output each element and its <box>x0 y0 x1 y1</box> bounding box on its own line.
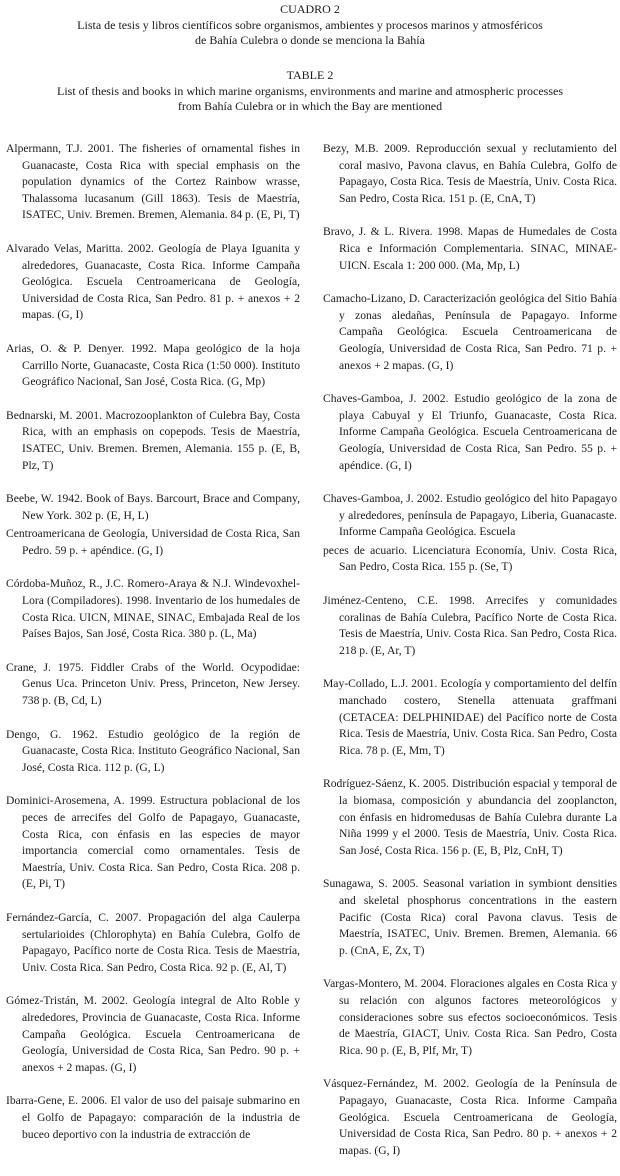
reference-entry: Chaves-Gamboa, J. 2002. Estudio geológico del hito Papagayo y alrededores, península de Papagayo, Liberia, Guanacaste. Informe Campaña Geológica. Escuela <box>323 492 617 539</box>
reference-entry: Dengo, G. 1962. Estudio geológico de la región de Guanacaste, Costa Rica. Instituto Geográfico Nacional, San José, Costa Rica. 112 p. (G, L) <box>6 727 300 774</box>
reference-entry: Bednarski, M. 2001. Macrozooplankton of Culebra Bay, Costa Rica, with an emphasis on copepods. Tesis de Maestría, ISATEC, Univ. Bremen. Bremen, Alemania. 155 p. (E, B, Plz, T) <box>6 408 300 472</box>
reference-entry: Gómez-Tristán, M. 2002. Geología integral de Alto Roble y alrededores, Provincia de Guanacaste, Costa Rica. Informe Campaña Geológica. Escuela Centroamericana de Geología, Universidad de Costa Rica, San Pedro. 90 p. + anexos + 2 mapas. (G, I) <box>6 994 300 1074</box>
reference-entry: Vásquez-Fernández, M. 2002. Geología de la Península de Papagayo, Guanacaste, Costa Rica. Informe Campaña Geológica. Escuela Centroamericana de Geología, Universidad de Costa Rica, San Pedro. 80 p. + anexos + 2 mapas. (G, I) <box>323 1077 617 1157</box>
table-caption-line-2: from Bahía Culebra or in which the Bay are mentioned <box>177 99 443 113</box>
reference-continuation: peces de acuario. Licenciatura Economía, Univ. Costa Rica, San Pedro, Costa Rica. 155 p. (Se, T) <box>323 543 617 574</box>
reference-entry: Sunagawa, S. 2005. Seasonal variation in symbiont densities and skeletal phosphorus concentrations in the eastern Pacific (Costa Rica) coral Pavona clavus. Tesis de Maestría, ISATEC, Univ. Bremen. Bremen, Alemania. 66 p. (CnA, E, Zx, T) <box>323 877 617 957</box>
reference-entry: Jiménez-Centeno, C.E. 1998. Arrecifes y comunidades coralinas de Bahía Culebra, Pacífico Norte de Costa Rica. Tesis de Maestría, Univ. Costa Rica. San Pedro, Costa Rica. 218 p. (E, Ar, T) <box>323 594 617 657</box>
right-column <box>323 141 617 1176</box>
reference-entry: Vargas-Montero, M. 2004. Floraciones algales en Costa Rica y su relación con algunos factores meteorológicos y consideraciones sobre sus efectos socioeconómicos. Tesis de Maestría, GIACT, Univ. Costa Rica. San Pedro, Costa Rica. 90 p. (E, B, Plf, Mr, T) <box>323 977 617 1057</box>
reference-entry: Crane, J. 1975. Fiddler Crabs of the World. Ocypodidae: Genus Uca. Princeton Univ. Press, Princeton, New Jersey. 738 p. (B, Cd, L) <box>6 660 300 708</box>
reference-continuation: Centroamericana de Geología, Universidad de Costa Rica, San Pedro. 59 p. + apéndice. (G, I) <box>6 527 300 557</box>
cuadro-caption-line-1: Lista de tesis y libros científicos sobre organismos, ambientes y procesos marinos y atmosféricos <box>77 17 543 32</box>
reference-entry: Córdoba-Muñoz, R., J.C. Romero-Araya & N.J. Windevoxhel-Lora (Compiladores). 1998. Inventario de los humedales de Costa Rica. UICN, MINAE, SINAC, Embajada Real de los Países Bajos, San José, Costa Rica. 380 p. (L, Ma) <box>6 577 300 641</box>
reference-entry: Beebe, W. 1942. Book of Bays. Barcourt, Brace and Company, New York. 302 p. (E, H, L) <box>6 492 300 522</box>
reference-entry: Bravo, J. & L. Rivera. 1998. Mapas de Humedales de Costa Rica e Información Complementaria. SINAC, MINAE-UICN. Escala 1: 200 000. (Ma, Mp, L) <box>323 225 617 272</box>
cuadro-label: CUADRO 2 <box>280 2 340 16</box>
cuadro-caption-line-2: de Bahía Culebra o donde se menciona la Bahía <box>195 33 425 47</box>
reference-entry: Arias, O. & P. Denyer. 1992. Mapa geológico de la hoja Carrillo Norte, Guanacaste, Costa Rica (1:50 000). Instituto Geográfico Nacional, San José, Costa Rica. (G, Mp) <box>6 341 300 389</box>
reference-entry: Chaves-Gamboa, J. 2002. Estudio geológico de la zona de playa Cabuyal y El Triunfo, Guanacaste, Costa Rica. Informe Campaña Geológica. Escuela Centroamericana de Geología, Universidad de Costa Rica, San Pedro. 55 p. + apéndice. (G, I) <box>323 392 617 472</box>
reference-entry: Alvarado Velas, Maritta. 2002. Geología de Playa Iguanita y alrededores, Guanacaste, Costa Rica. Informe Campaña Geológica. Escuela Centroamericana de Geología, Universidad de Costa Rica, San Pedro. 81 p. + anexos + 2 mapas. (G, I) <box>6 241 300 322</box>
table-label: TABLE 2 <box>286 68 334 82</box>
reference-entry: Rodríguez-Sáenz, K. 2005. Distribución espacial y temporal de la biomasa, composición y abundancia del zooplancton, con énfasis en hidromedusas de Bahía Culebra durante La Niña 1999 y el 2000. Tesis de Maestría, Univ. Costa Rica. San José, Costa Rica. 156 p. (E, B, Plz, CnH, T) <box>323 777 617 857</box>
table-caption-line-1: List of thesis and books in which marine organisms, environments and marine and atmospheric processes <box>56 83 563 98</box>
reference-entry: Dominici-Arosemena, A. 1999. Estructura poblacional de los peces de arrecifes del Golfo de Papagayo, Guanacaste, Costa Rica, con énfasis en las especies de mayor importancia comercial como ornamentales. Tesis de Maestría, Univ. Costa Rica. San Pedro, Costa Rica. 208 p. (E, Pi, T) <box>6 794 300 891</box>
reference-entry: Alpermann, T.J. 2001. The fisheries of ornamental fishes in Guanacaste, Costa Rica with special emphasis on the population dynamics of the Cortez Rainbow wrasse, Thalassoma lucasanum (Gill 1863). Tesis de Maestría, ISATEC, Univ. Bremen. Bremen, Alemania. 84 p. (E, Pi, T) <box>6 142 300 222</box>
table-header-english <box>0 68 620 115</box>
left-column <box>6 141 300 1143</box>
reference-entry: Ibarra-Gene, E. 2006. El valor de uso del paisaje submarino en el Golfo de Papagayo: comparación de la industria de buceo deportivo con la industria de extracción de <box>6 1094 300 1141</box>
reference-entry: Camacho-Lizano, D. Caracterización geológica del Sitio Bahía y zonas aledañas, Península de Papagayo. Informe Campaña Geológica. Escuela Centroamericana de Geología, Universidad de Costa Rica, San Pedro. 71 p. + anexos + 2 mapas. (G, I) <box>323 292 617 372</box>
reference-entry: May-Collado, L.J. 2001. Ecología y comportamiento del delfín manchado costero, Stenella attenuata graffmani (CETACEA: DELPHINIDAE) del Pacífico norte de Costa Rica. Tesis de Maestría, Univ. Costa Rica. San Pedro, Costa Rica. 78 p. (E, Mm, T) <box>323 677 617 757</box>
reference-entry: Fernández-García, C. 2007. Propagación del alga Caulerpa sertularioides (Chlorophyta) en Bahía Culebra, Golfo de Papagayo, Pacífico norte de Costa Rica. Tesis de Maestría, Univ. Costa Rica. San Pedro, Costa Rica. 92 p. (E, Al, T) <box>6 910 300 974</box>
table-header <box>0 2 620 49</box>
reference-entry: Bezy, M.B. 2009. Reproducción sexual y reclutamiento del coral masivo, Pavona clavus, en Bahía Culebra, Golfo de Papagayo, Costa Rica. Tesis de Maestría, Univ. Costa Rica. San Pedro, Costa Rica. 151 p. (E, CnA, T) <box>323 142 617 205</box>
